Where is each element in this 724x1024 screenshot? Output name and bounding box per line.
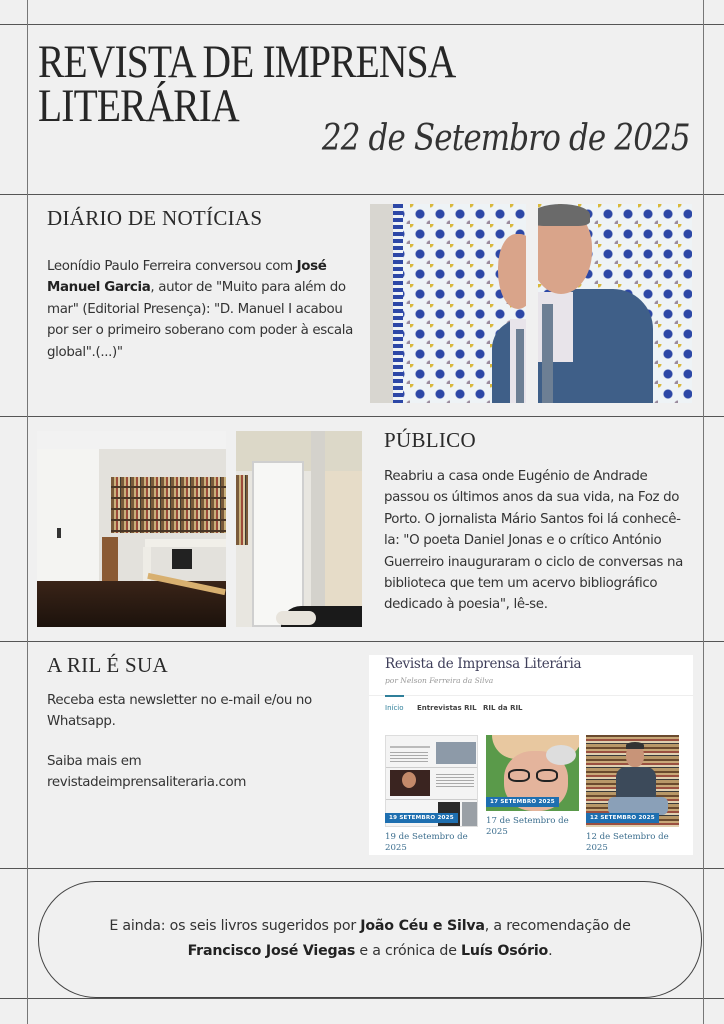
page-title xyxy=(38,36,456,132)
website-tab-entrevistas[interactable]: Entrevistas RIL xyxy=(417,704,477,712)
footer-text-4: . xyxy=(548,943,553,959)
card-caption-1[interactable]: 19 de Setembro de 2025 xyxy=(385,832,468,853)
diario-photo-right xyxy=(538,204,692,403)
card-badge-1: 19 SETEMBRO 2025 xyxy=(385,813,458,823)
section-title-publico: PÚBLICO xyxy=(384,428,476,452)
section-title-diario: DIÁRIO DE NOTÍCIAS xyxy=(47,206,263,230)
footer-name-1: João Céu e Silva xyxy=(360,918,485,934)
title-line-2: LITERÁRIA xyxy=(38,80,239,132)
ril-text-subscribe: Receba esta newsletter no e-mail e/ou no Whatsapp. xyxy=(47,693,312,730)
grid-line xyxy=(27,0,28,1024)
website-divider xyxy=(369,695,693,696)
grid-line xyxy=(0,194,724,195)
ril-website-link[interactable]: revistadeimprensaliteraria.com xyxy=(47,775,247,791)
title-line-1: REVISTA DE IMPRENSA xyxy=(38,36,456,88)
diario-text-before: Leonídio Paulo Ferreira conversou com xyxy=(47,259,297,274)
diario-photo-left xyxy=(370,204,526,403)
website-active-tab-indicator xyxy=(385,695,404,697)
grid-line xyxy=(0,416,724,417)
ril-text-more-label: Saiba mais em xyxy=(47,754,142,769)
footer-text-3: e a crónica de xyxy=(355,943,462,959)
card-badge-3: 12 SETEMBRO 2025 xyxy=(586,813,659,823)
grid-line xyxy=(0,24,724,25)
website-preview xyxy=(369,655,693,855)
diario-bold-name: José Manuel Garcia xyxy=(47,259,327,296)
website-tab-ril-da-ril[interactable]: RIL da RIL xyxy=(483,704,523,712)
footer-text-2: , a recomendação de xyxy=(484,918,631,934)
footer-name-3: Luís Osório xyxy=(461,943,549,959)
section-title-ril: A RIL É SUA xyxy=(47,653,168,677)
card-caption-3[interactable]: 12 de Setembro de 2025 xyxy=(586,832,669,853)
footer-name-2: Francisco José Viegas xyxy=(187,943,356,959)
website-title: Revista de Imprensa Literária xyxy=(385,656,582,672)
grid-line xyxy=(703,0,704,1024)
footer-highlight-box xyxy=(38,881,702,998)
footer-text xyxy=(39,914,701,964)
card-caption-2[interactable]: 17 de Setembro de 2025 xyxy=(486,816,569,837)
publico-text: Reabriu a casa onde Eugénio de Andrade passou os últimos anos da sua vida, na Foz do Porto. O jornalista Mário Santos foi lá conhecê-la: "O poeta Daniel Jonas e o crítico António Guerreiro inauguraram o ciclo de conversas na biblioteca que tem um acervo bibliográfico dedicado à poesia", lê-se. xyxy=(384,469,683,613)
grid-line xyxy=(0,998,724,999)
card-badge-2: 17 SETEMBRO 2025 xyxy=(486,797,559,807)
ril-text-more xyxy=(47,751,357,794)
publico-photo-right xyxy=(236,431,362,627)
grid-line xyxy=(0,868,724,869)
footer-text-1: E ainda: os seis livros sugeridos por xyxy=(109,918,361,934)
website-subtitle: por Nelson Ferreira da Silva xyxy=(385,676,494,685)
diario-text xyxy=(47,256,362,363)
diario-text-after: , autor de "Muito para além do mar" (Editorial Presença): "D. Manuel I acabou por ser o primeiro soberano com poder à escala global".(...)" xyxy=(47,280,353,360)
website-tab-inicio[interactable]: Início xyxy=(385,704,404,712)
grid-line xyxy=(0,641,724,642)
issue-date: 22 de Setembro de 2025 xyxy=(322,118,690,159)
publico-photo-left xyxy=(37,431,226,627)
